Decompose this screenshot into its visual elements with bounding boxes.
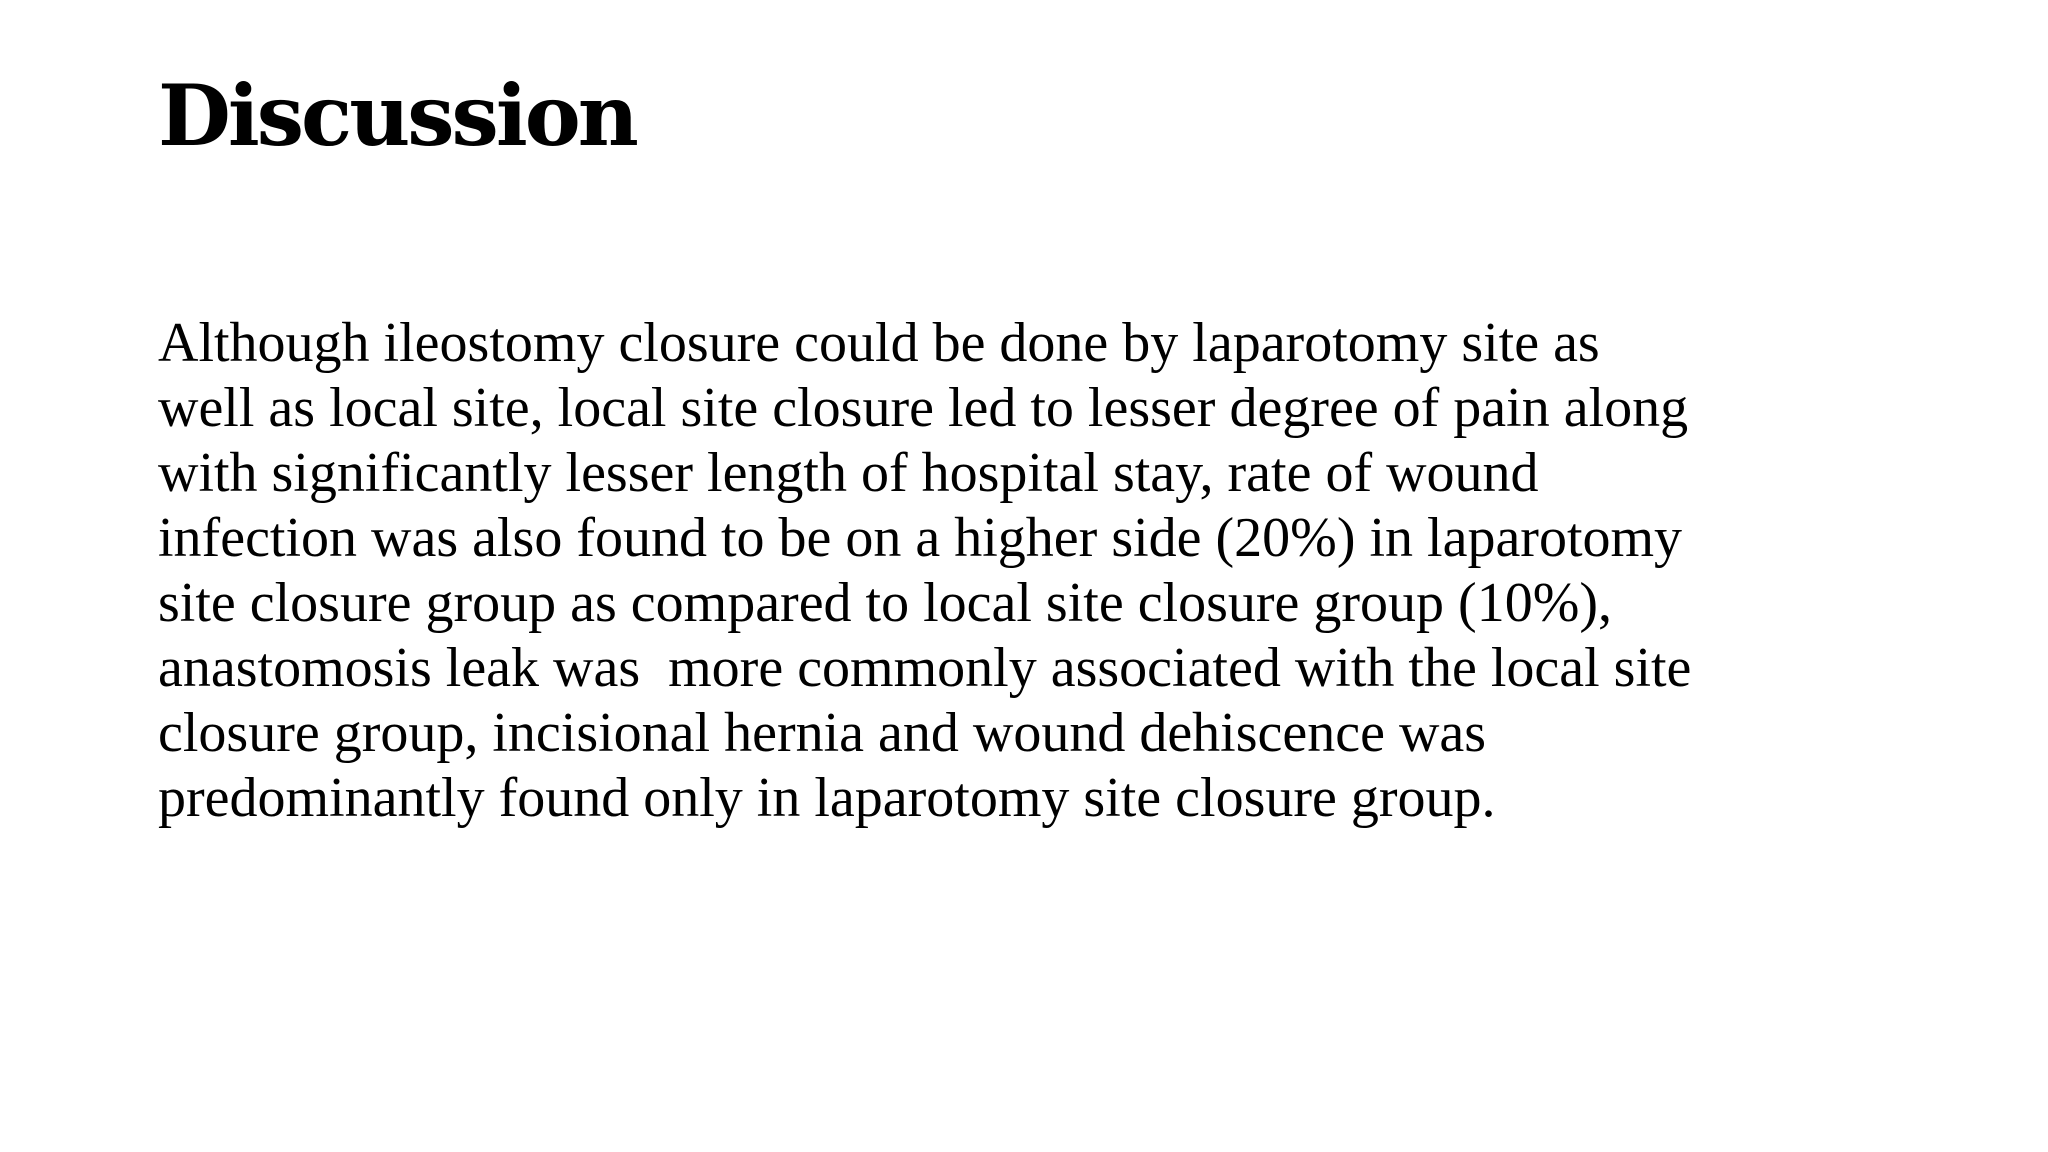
body-line: site closure group as compared to local site closure group (10%), (158, 572, 1613, 634)
body-line: closure group, incisional hernia and wound dehiscence was (158, 702, 1487, 764)
body-line: well as local site, local site closure led to lesser degree of pain along (158, 377, 1689, 439)
body-line: anastomosis leak was more commonly associated with the local site (158, 637, 1692, 699)
body-line: with significantly lesser length of hospital stay, rate of wound (158, 442, 1539, 504)
body-line: predominantly found only in laparotomy site closure group. (158, 767, 1496, 829)
slide-body (158, 311, 2038, 831)
body-line: Although ileostomy closure could be done by laparotomy site as (158, 312, 1600, 374)
body-line: infection was also found to be on a higher side (20%) in laparotomy (158, 507, 1683, 569)
slide-title: Discussion (158, 66, 636, 165)
